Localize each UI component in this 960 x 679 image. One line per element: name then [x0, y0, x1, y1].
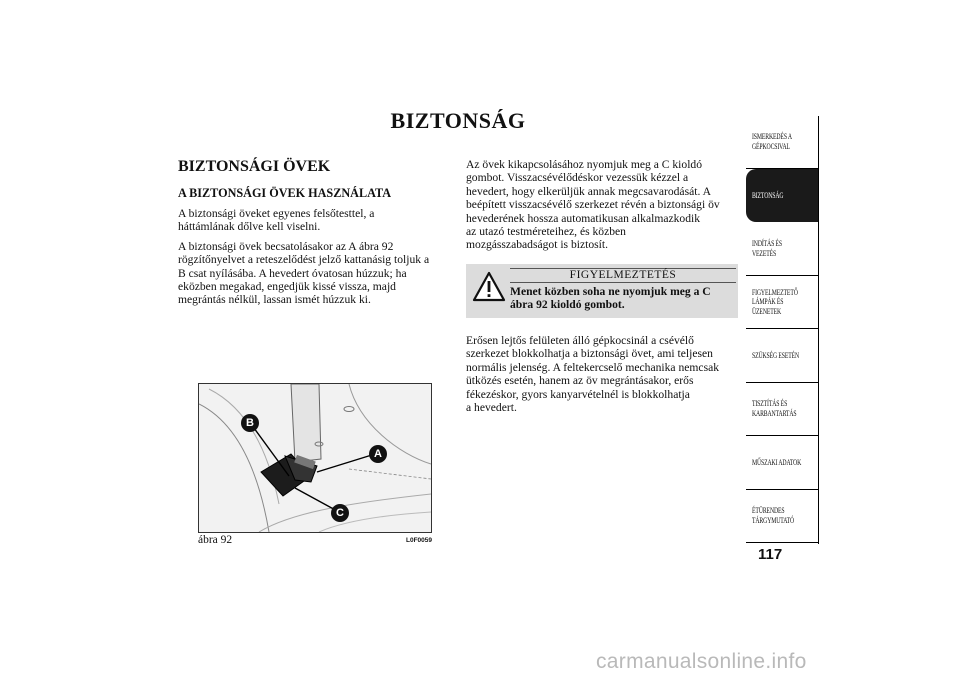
text-line: Erősen lejtős felületen álló gépkocsinál a csévélő — [466, 334, 694, 347]
text-line: Menet közben soha ne nyomjuk meg a C — [510, 285, 711, 298]
text-line: a hevedert. — [466, 401, 517, 415]
label-c-text: C — [336, 507, 344, 519]
figure-caption: ábra 92 — [198, 534, 233, 546]
label-c — [331, 504, 349, 522]
paragraph-2 — [178, 240, 450, 307]
label-a — [369, 445, 387, 463]
chapter-tabs — [746, 116, 819, 544]
paragraph-4 — [466, 334, 742, 414]
warning-box — [466, 264, 738, 318]
text-line: az utazó testméreteihez, és közben — [466, 225, 626, 239]
text-line: A biztonsági öveket egyenes felsőtesttel, a — [178, 207, 375, 220]
text-line: szerkezet blokkolhatja a biztonsági övet, ami teljesen — [466, 347, 713, 361]
text-line: mozgásszabadságot is biztosít. — [466, 238, 608, 252]
paragraph-1 — [178, 207, 450, 234]
tab-line: ÜZENETEK — [752, 305, 782, 316]
tab-line: VEZETÉS — [752, 248, 777, 258]
tab-line: FIGYELMEZTETŐ — [752, 286, 798, 297]
tab-line: SZÜKSÉG ESETÉN — [752, 350, 800, 361]
right-column-lower — [466, 334, 742, 420]
text-line: normális jelenség. A feltekercselő mechanika nemcsak — [466, 360, 720, 374]
seatbelt-illustration — [198, 383, 432, 533]
text-line: ütközés esetén, hanem az öv megrántásakor, erős — [466, 374, 694, 388]
warning-text — [510, 285, 736, 311]
text-line: eközben megakad, engedjük kissé vissza, majd — [178, 280, 396, 294]
tab-inditas[interactable] — [746, 223, 818, 276]
tab-line: INDÍTÁS ÉS — [752, 238, 782, 249]
text-line: hevederének hossza automatikusan alkalmazkodik — [466, 211, 701, 225]
tab-tisztitas[interactable] — [746, 383, 818, 436]
section-heading: BIZTONSÁGI ÖVEK — [178, 158, 331, 175]
text-line: beépített visszacsévélő szerkezet révén a biztonsági öv — [466, 198, 720, 212]
warning-triangle-icon — [472, 270, 506, 304]
tab-ismerkedes[interactable] — [746, 116, 818, 169]
sub-heading: A BIZTONSÁGI ÖVEK HASZNÁLATA — [178, 186, 391, 200]
label-b — [241, 414, 259, 432]
label-b-text: B — [246, 417, 254, 429]
tab-line: TÁRGYMUTATÓ — [752, 515, 795, 525]
watermark: carmanualsonline.info — [596, 650, 807, 673]
text-line: fékezéskor, gyors kanyarvételnél is blokkolhatja — [466, 387, 690, 401]
paragraph-3 — [466, 158, 742, 252]
left-column — [178, 158, 450, 313]
right-column — [466, 158, 742, 258]
page-number: 117 — [758, 546, 783, 563]
text-line: B csat nyílásába. A hevedert óvatosan húzzuk; ha — [178, 266, 407, 280]
page-title: BIZTONSÁG — [390, 108, 526, 133]
figure-code: L0F0059 — [406, 537, 433, 544]
tab-line: TISZTÍTÁS ÉS — [752, 398, 788, 409]
text-line: A biztonsági övek becsatolásakor az A ábra 92 — [178, 239, 394, 253]
label-a-text: A — [374, 448, 382, 460]
tab-line: KARBANTARTÁS — [752, 408, 797, 418]
tab-figyelmezteto[interactable] — [746, 276, 818, 329]
text-line: háttámlának dőlve kell viselni. — [178, 220, 321, 234]
text-line: megrántás nélkül, lassan ismét húzzuk ki. — [178, 293, 371, 307]
tab-line: LÁMPÁK ÉS — [752, 296, 784, 307]
text-line: rögzítőnyelvet a reteszelődést jelző kattanásig toljuk a — [178, 253, 430, 267]
tab-targymutato[interactable] — [746, 490, 818, 543]
tab-biztonsag[interactable] — [746, 169, 818, 222]
tab-line: ÉTÜRENDES — [752, 505, 785, 516]
text-line: ábra 92 kioldó gombot. — [510, 298, 625, 311]
tab-line: ISMERKEDÉS A — [752, 131, 792, 142]
tab-line: BIZTONSÁG — [752, 189, 784, 200]
warning-title: FIGYELMEZTETÉS — [510, 268, 736, 283]
text-line: gombot. Visszacsévélődéskor vezessük kézzel a — [466, 171, 689, 185]
tab-szukseg[interactable] — [746, 330, 818, 383]
text-line: hevedert, hogy elkerüljük annak megcsavarodását. A — [466, 184, 711, 198]
tab-line: MŰSZAKI ADATOK — [752, 457, 802, 468]
tab-muszaki[interactable] — [746, 437, 818, 490]
text-line: Az övek kikapcsolásához nyomjuk meg a C kioldó — [466, 158, 703, 171]
tab-line: GÉPKOCSIVAL — [752, 141, 790, 151]
